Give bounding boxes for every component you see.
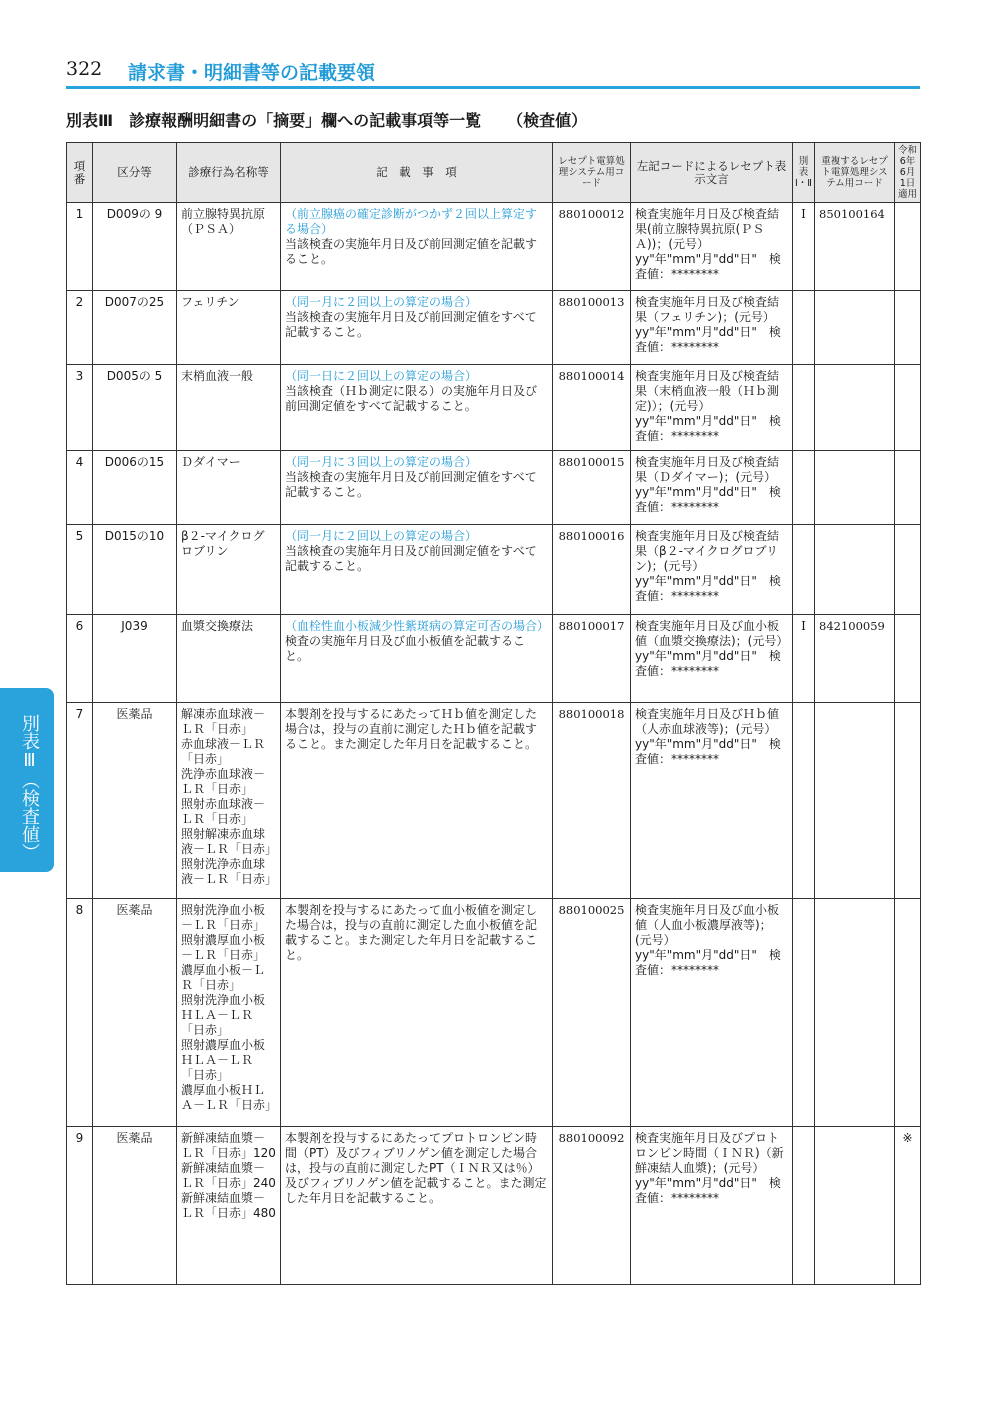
cell-procedure <box>177 291 281 365</box>
procedure-name: 照射濃厚血小板－ＬＲ「日赤」 <box>181 933 266 962</box>
cell-item-no: 7 <box>67 703 93 899</box>
table-row <box>67 203 921 291</box>
cell-table <box>793 365 815 451</box>
side-tab-label: 別表Ⅲ（検査値） <box>19 714 40 861</box>
cell-display: 検査実施年月日及び血小板値（血漿交換療法)；(元号）yy"年"mm"月"dd"日" 検査値：******** <box>631 615 793 703</box>
entry-condition: （同一月に２回以上の算定の場合） <box>285 529 478 543</box>
entry-condition: （前立腺癌の確定診断がつかず２回以上算定する場合） <box>285 207 538 236</box>
cell-dup-code <box>815 1127 895 1285</box>
cell-applied <box>895 899 921 1127</box>
col-item-no: 項番 <box>67 143 93 203</box>
procedure-name: 洗浄赤血球液－ＬＲ「日赤」 <box>181 767 266 796</box>
cell-display: 検査実施年月日及び検査結果（フェリチン)；(元号）yy"年"mm"月"dd"日" 検査値：******** <box>631 291 793 365</box>
procedure-name: フェリチン <box>181 295 240 309</box>
cell-item-no: 8 <box>67 899 93 1127</box>
cell-entry <box>281 899 553 1127</box>
side-tab[interactable] <box>0 688 54 872</box>
entry-condition: （同一月に２回以上の算定の場合） <box>285 295 478 309</box>
procedure-name: 新鮮凍結血漿－ＬＲ「日赤」240 <box>181 1161 276 1190</box>
cell-entry <box>281 703 553 899</box>
procedure-name: Ｄダイマー <box>181 455 241 469</box>
entry-text: 当該検査（Ｈｂ測定に限る）の実施年月日及び前回測定値をすべて記載すること。 <box>285 384 538 413</box>
procedure-name: 照射洗浄赤血球液－ＬＲ「日赤」 <box>181 857 278 886</box>
cell-applied <box>895 615 921 703</box>
cell-procedure <box>177 899 281 1127</box>
entries-table <box>66 142 921 1285</box>
cell-table <box>793 525 815 615</box>
cell-dup-code: 842100059 <box>815 615 895 703</box>
entry-text: 本製剤を投与するにあたってプロトロンビン時間（PT）及びフィブリノゲン値を測定した場合は，投与の直前に測定したPT（ＩＮＲ又は％）及びフィブリノゲン値を記載すること。また測定した年月日を記載すること。 <box>285 1131 547 1205</box>
cell-entry <box>281 291 553 365</box>
cell-display: 検査実施年月日及び検査結果（β２-マイクログロブリン)；(元号）yy"年"mm"月"dd"日" 検査値：******** <box>631 525 793 615</box>
cell-code: 880100012 <box>553 203 631 291</box>
cell-code: 880100013 <box>553 291 631 365</box>
cell-code: 880100017 <box>553 615 631 703</box>
cell-applied <box>895 451 921 525</box>
cell-section: J039 <box>93 615 177 703</box>
procedure-name: 新鮮凍結血漿－ＬＲ「日赤」120 <box>181 1131 276 1160</box>
entry-text: 検査の実施年月日及び血小板値を記載すること。 <box>285 634 526 663</box>
procedure-name: 照射洗浄血小板ＨＬＡ－ＬＲ「日赤」 <box>181 993 266 1037</box>
cell-section: 医薬品 <box>93 703 177 899</box>
cell-entry <box>281 525 553 615</box>
table-title <box>66 108 587 131</box>
table-row <box>67 451 921 525</box>
cell-section: 医薬品 <box>93 899 177 1127</box>
entry-text: 当該検査の実施年月日及び前回測定値を記載すること。 <box>285 237 538 266</box>
cell-entry <box>281 615 553 703</box>
cell-item-no: 5 <box>67 525 93 615</box>
cell-applied <box>895 365 921 451</box>
cell-dup-code: 850100164 <box>815 203 895 291</box>
cell-table <box>793 451 815 525</box>
entry-condition: （同一日に２回以上の算定の場合） <box>285 369 478 383</box>
cell-display: 検査実施年月日及びＨｂ値（人赤血球液等)；(元号）yy"年"mm"月"dd"日" 検査値：******** <box>631 703 793 899</box>
col-procedure: 診療行為名称等 <box>177 143 281 203</box>
table-title-suffix: （検査値） <box>507 111 588 130</box>
cell-item-no: 3 <box>67 365 93 451</box>
cell-entry <box>281 365 553 451</box>
procedure-name: 照射赤血球液－ＬＲ「日赤」 <box>181 797 266 826</box>
cell-dup-code <box>815 365 895 451</box>
col-code: レセプト電算処理システム用コード <box>553 143 631 203</box>
table-header-row <box>67 143 921 203</box>
cell-dup-code <box>815 703 895 899</box>
page-number: 322 <box>66 58 103 80</box>
cell-display: 検査実施年月日及び血小板値（人血小板濃厚液等)；(元号）yy"年"mm"月"dd"日" 検査値：******** <box>631 899 793 1127</box>
cell-table <box>793 1127 815 1285</box>
cell-section: D006の15 <box>93 451 177 525</box>
cell-applied <box>895 703 921 899</box>
procedure-name: 照射濃厚血小板ＨＬＡ－ＬＲ「日赤」 <box>181 1038 266 1082</box>
cell-entry <box>281 1127 553 1285</box>
cell-table: Ⅰ <box>793 203 815 291</box>
entry-text: 本製剤を投与するにあたって血小板値を測定した場合は，投与の直前に測定した血小板値を記載すること。また測定した年月日を記載すること。 <box>285 903 538 962</box>
table-row <box>67 899 921 1127</box>
procedure-name: 照射解凍赤血球液－ＬＲ「日赤」 <box>181 827 278 856</box>
book-title: 請求書・明細書等の記載要領 <box>128 62 376 84</box>
cell-applied: ※ <box>895 1127 921 1285</box>
cell-item-no: 2 <box>67 291 93 365</box>
cell-code: 880100016 <box>553 525 631 615</box>
cell-dup-code <box>815 291 895 365</box>
cell-procedure <box>177 1127 281 1285</box>
cell-table: Ⅰ <box>793 615 815 703</box>
cell-procedure <box>177 365 281 451</box>
entry-condition: （血栓性血小板減少性紫斑病の算定可否の場合） <box>285 619 550 633</box>
header-rule <box>66 86 920 89</box>
cell-dup-code <box>815 451 895 525</box>
cell-code: 880100092 <box>553 1127 631 1285</box>
procedure-name: 赤血球液－ＬＲ「日赤」 <box>181 737 266 766</box>
cell-code: 880100014 <box>553 365 631 451</box>
cell-procedure <box>177 451 281 525</box>
cell-section: D009の 9 <box>93 203 177 291</box>
cell-table <box>793 899 815 1127</box>
col-table: 別表Ⅰ・Ⅱ <box>793 143 815 203</box>
col-entry: 記 載 事 項 <box>281 143 553 203</box>
col-display: 左記コードによるレセプト表示文言 <box>631 143 793 203</box>
entry-text: 当該検査の実施年月日及び前回測定値をすべて記載すること。 <box>285 544 537 573</box>
procedure-name: 新鮮凍結血漿－ＬＲ「日赤」480 <box>181 1191 276 1220</box>
cell-table <box>793 291 815 365</box>
procedure-name: 濃厚血小板ＨＬＡ－ＬＲ「日赤」 <box>181 1083 278 1112</box>
cell-applied <box>895 291 921 365</box>
cell-applied <box>895 203 921 291</box>
procedure-name: 前立腺特異抗原（ＰＳＡ） <box>181 207 266 236</box>
cell-section: D015の10 <box>93 525 177 615</box>
table-row <box>67 525 921 615</box>
entry-text: 本製剤を投与するにあたってＨｂ値を測定した場合は，投与の直前に測定したＨｂ値を記載すること。また測定した年月日を記載すること。 <box>285 707 538 751</box>
entry-text: 当該検査の実施年月日及び前回測定値をすべて記載すること。 <box>285 470 537 499</box>
table-row <box>67 1127 921 1285</box>
cell-display: 検査実施年月日及び検査結果（末梢血液一般（Ｈｂ測定)）；(元号）yy"年"mm"月"dd"日" 検査値：******** <box>631 365 793 451</box>
entry-text: 当該検査の実施年月日及び前回測定値をすべて記載すること。 <box>285 310 537 339</box>
cell-display: 検査実施年月日及び検査結果(前立腺特異抗原(ＰＳＡ))；(元号）yy"年"mm"月"dd"日" 検査値：******** <box>631 203 793 291</box>
cell-code: 880100018 <box>553 703 631 899</box>
table-row <box>67 703 921 899</box>
procedure-name: β２-マイクログロブリン <box>181 529 265 558</box>
table-title-main: 別表Ⅲ 診療報酬明細書の「摘要」欄への記載事項等一覧 <box>66 111 482 130</box>
col-applied: 令和6年6月1日適用 <box>895 143 921 203</box>
cell-item-no: 1 <box>67 203 93 291</box>
cell-display: 検査実施年月日及びプロトロンビン時間（ＩＮＲ)（新鮮凍結人血漿)；(元号）yy"年"mm"月"dd"日" 検査値：******** <box>631 1127 793 1285</box>
table-row <box>67 615 921 703</box>
page-header <box>66 58 920 88</box>
procedure-name: 血漿交換療法 <box>181 619 254 633</box>
cell-section: D005の 5 <box>93 365 177 451</box>
cell-applied <box>895 525 921 615</box>
cell-table <box>793 703 815 899</box>
cell-item-no: 9 <box>67 1127 93 1285</box>
cell-procedure <box>177 703 281 899</box>
table-row <box>67 291 921 365</box>
cell-code: 880100015 <box>553 451 631 525</box>
procedure-name: 濃厚血小板－ＬＲ「日赤」 <box>181 963 266 992</box>
cell-procedure <box>177 615 281 703</box>
cell-display: 検査実施年月日及び検査結果（Ｄダイマー)；(元号）yy"年"mm"月"dd"日" 検査値：******** <box>631 451 793 525</box>
cell-section: D007の25 <box>93 291 177 365</box>
procedure-name: 末梢血液一般 <box>181 369 254 383</box>
cell-entry <box>281 203 553 291</box>
cell-entry <box>281 451 553 525</box>
col-section: 区分等 <box>93 143 177 203</box>
entry-condition: （同一月に３回以上の算定の場合） <box>285 455 478 469</box>
cell-procedure <box>177 525 281 615</box>
cell-dup-code <box>815 525 895 615</box>
cell-item-no: 6 <box>67 615 93 703</box>
cell-section: 医薬品 <box>93 1127 177 1285</box>
cell-item-no: 4 <box>67 451 93 525</box>
cell-code: 880100025 <box>553 899 631 1127</box>
table-row <box>67 365 921 451</box>
procedure-name: 照射洗浄血小板－ＬＲ「日赤」 <box>181 903 266 932</box>
procedure-name: 解凍赤血球液－ＬＲ「日赤」 <box>181 707 266 736</box>
cell-procedure <box>177 203 281 291</box>
cell-dup-code <box>815 899 895 1127</box>
col-dup-code: 重複するレセプト電算処理システム用コード <box>815 143 895 203</box>
